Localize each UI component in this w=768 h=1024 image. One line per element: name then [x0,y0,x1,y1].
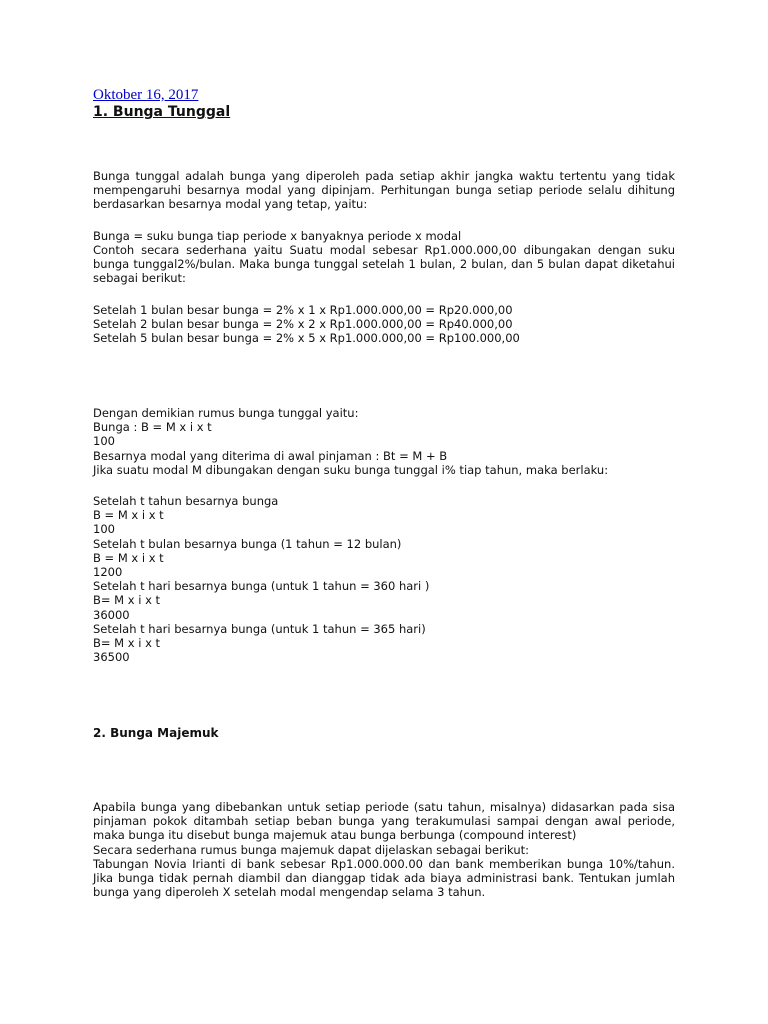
cases-block [93,494,675,664]
section-title-bunga-majemuk: 2. Bunga Majemuk [93,726,219,740]
compound-example-paragraph: Tabungan Novia Irianti di bank sebesar Rp1.000.000.00 dan bank memberikan bunga 10%/tahun. Jika bunga tidak pernah diambil dan dianggap tidak ada biaya administrasi bank. Tentukan jumlah bunga yang diperoleh X setelah modal mengendap selama 3 tahun. [93,857,675,900]
case-line: B= M x i x t [93,593,161,608]
case-line: Setelah t hari besarnya bunga (untuk 1 tahun = 365 hari) [93,621,426,636]
case-line: Setelah t hari besarnya bunga (untuk 1 tahun = 360 hari ) [93,579,430,594]
formula-text: 100 [93,434,115,449]
case-line: B = M x i x t [93,508,164,523]
case-line: 1200 [93,565,123,580]
formula-text: Dengan demikian rumus bunga tunggal yaitu: [93,406,359,420]
formula-text: Jika suatu modal M dibungakan dengan suku bunga tunggal i% tiap tahun, maka berlaku: [93,462,609,477]
formula-line: Bunga = suku bunga tiap periode x banyaknya periode x modal [93,229,462,243]
case-line: B = M x i x t [93,550,164,565]
case-line: Setelah t tahun besarnya bunga [93,494,279,508]
case-line: Setelah t bulan besarnya bunga (1 tahun = 12 bulan) [93,536,402,551]
intro-paragraph: Bunga tunggal adalah bunga yang diperoleh pada setiap akhir jangka waktu tertentu yang tidak mempengaruhi besarnya modal yang dipinjam. Perhitungan bunga setiap periode selalu dihitung berdasarkan besarnya modal yang tetap, yaitu: [93,169,675,212]
formula-block [93,406,675,477]
result-line: Setelah 2 bulan besar bunga = 2% x 2 x Rp1.000.000,00 = Rp40.000,00 [93,317,513,332]
result-line: Setelah 1 bulan besar bunga = 2% x 1 x Rp1.000.000,00 = Rp20.000,00 [93,303,513,317]
post-date-link[interactable]: Oktober 16, 2017 [93,87,199,103]
section-title-bunga-tunggal: 1. Bunga Tunggal [93,104,231,120]
formula-text: Bunga : B = M x i x t [93,420,212,435]
example-results [93,303,675,346]
result-line: Setelah 5 bulan besar bunga = 2% x 5 x Rp1.000.000,00 = Rp100.000,00 [93,331,520,346]
example-paragraph: Contoh secara sederhana yaitu Suatu modal sebesar Rp1.000.000,00 dibungakan dengan suku bunga tunggal2%/bulan. Maka bunga tunggal setelah 1 bulan, 2 bulan, dan 5 bulan dapat diketahui sebagai berikut: [93,243,675,286]
formula-text: Besarnya modal yang diterima di awal pinjaman : Bt = M + B [93,448,448,463]
case-line: 36000 [93,607,130,622]
case-line: 100 [93,522,115,537]
case-line: 36500 [93,650,130,665]
compound-intro-line: Secara sederhana rumus bunga majemuk dapat dijelaskan sebagai berikut: [93,843,530,857]
compound-paragraph: Apabila bunga yang dibebankan untuk setiap periode (satu tahun, misalnya) didasarkan pada sisa pinjaman pokok ditambah setiap beban bunga yang terakumulasi sampai dengan awal periode, maka bunga itu disebut bunga majemuk atau bunga berbunga (compound interest) [93,800,675,843]
case-line: B= M x i x t [93,636,161,651]
